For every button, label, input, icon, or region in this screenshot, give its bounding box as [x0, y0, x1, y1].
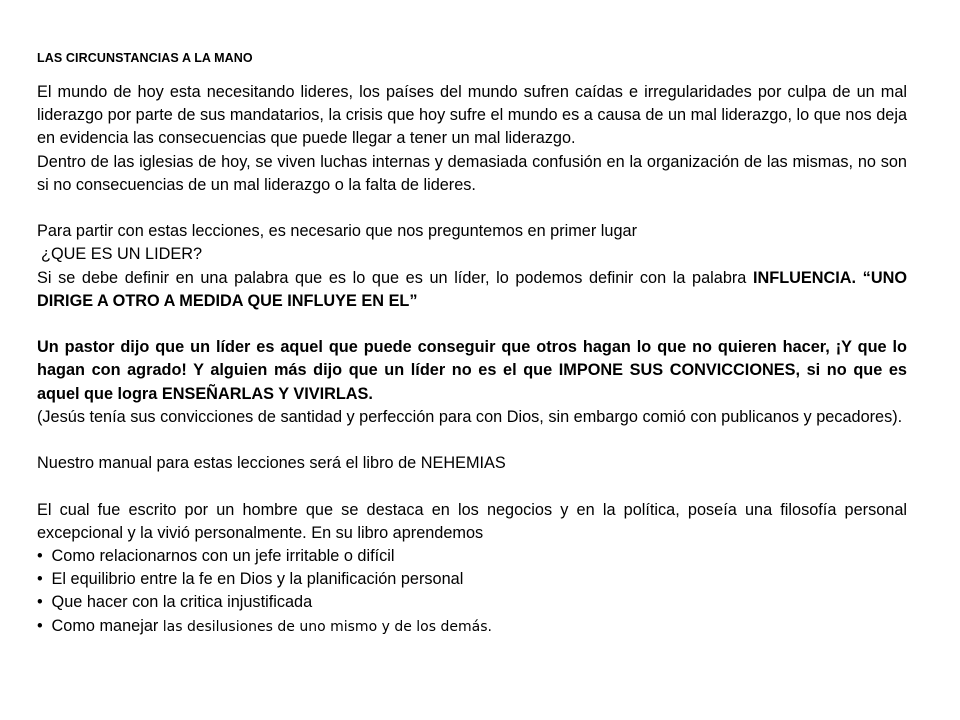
document-title: LAS CIRCUNSTANCIAS A LA MANO [37, 51, 253, 65]
paragraph-churches: Dentro de las iglesias de hoy, se viven luchas internas y demasiada confusión en la organización de las mismas, no son si no consecuencias de un mal liderazgo o la falta de lideres. [37, 152, 907, 194]
influence-definition: INFLUENCIA. “UNO DIRIGE A OTRO A MEDIDA QUE INFLUYE EN EL” [37, 268, 908, 310]
bullet-item [37, 568, 907, 591]
paragraph-manual: Nuestro manual para estas lecciones será el libro de NEHEMIAS [37, 454, 506, 473]
bullet-item [37, 591, 907, 614]
paragraph-pastor-quote: Un pastor dijo que un líder es aquel que puede conseguir que otros hagan lo que no quieren hacer, ¡Y que lo hagan con agrado! Y alguien más dijo que un líder no es el que IMPONE SUS CONVICCIONES, si no que es aquel que logra ENSEÑARLAS Y VIVIRLAS. [37, 338, 907, 403]
paragraph-world-leadership: El mundo de hoy esta necesitando lideres, los países del mundo sufren caídas e irregularidades por culpa de un mal liderazgo por parte de sus mandatarios, la crisis que hoy sufre el mundo es a causa de un mal liderazgo, lo que nos deja en evidencia las consecuencias que puede llegar a tener un mal liderazgo. [37, 83, 907, 148]
influence-lead-text: Si se debe definir en una palabra que es lo que es un líder, lo podemos definir con la palabra [37, 268, 747, 287]
spacer [37, 429, 907, 452]
bullet-text: El equilibrio entre la fe en Dios y la planificación personal [51, 570, 464, 589]
paragraph-nehemias-author: El cual fue escrito por un hombre que se destaca en los negocios y en la política, poseía una filosofía personal excepcional y la vivió personalmente. En su libro aprendemos [37, 500, 907, 542]
document-body [37, 81, 907, 639]
bullet-icon: • [37, 570, 43, 589]
bullet-item [37, 615, 907, 639]
bullet-text-tail: las desilusiones de uno mismo y de los demás. [158, 618, 492, 635]
bullet-icon: • [37, 616, 43, 635]
spacer [37, 313, 907, 336]
paragraph-jesus: (Jesús tenía sus convicciones de santidad y perfección para con Dios, sin embargo comió con publicanos y pecadores). [37, 407, 903, 426]
bullet-icon: • [37, 593, 43, 612]
bullet-item [37, 545, 907, 568]
bullet-text: Que hacer con la critica injustificada [51, 593, 313, 612]
spacer [37, 475, 907, 498]
bullet-text: Como manejar [51, 616, 159, 635]
question-what-is-leader: ¿QUE ES UN LIDER? [41, 245, 203, 264]
bullet-icon: • [37, 547, 43, 565]
paragraph-intro-question: Para partir con estas lecciones, es necesario que nos preguntemos en primer lugar [37, 222, 638, 241]
paragraph-influence [37, 267, 907, 313]
spacer [37, 197, 907, 220]
bullet-text: Como relacionarnos con un jefe irritable o difícil [51, 547, 395, 565]
